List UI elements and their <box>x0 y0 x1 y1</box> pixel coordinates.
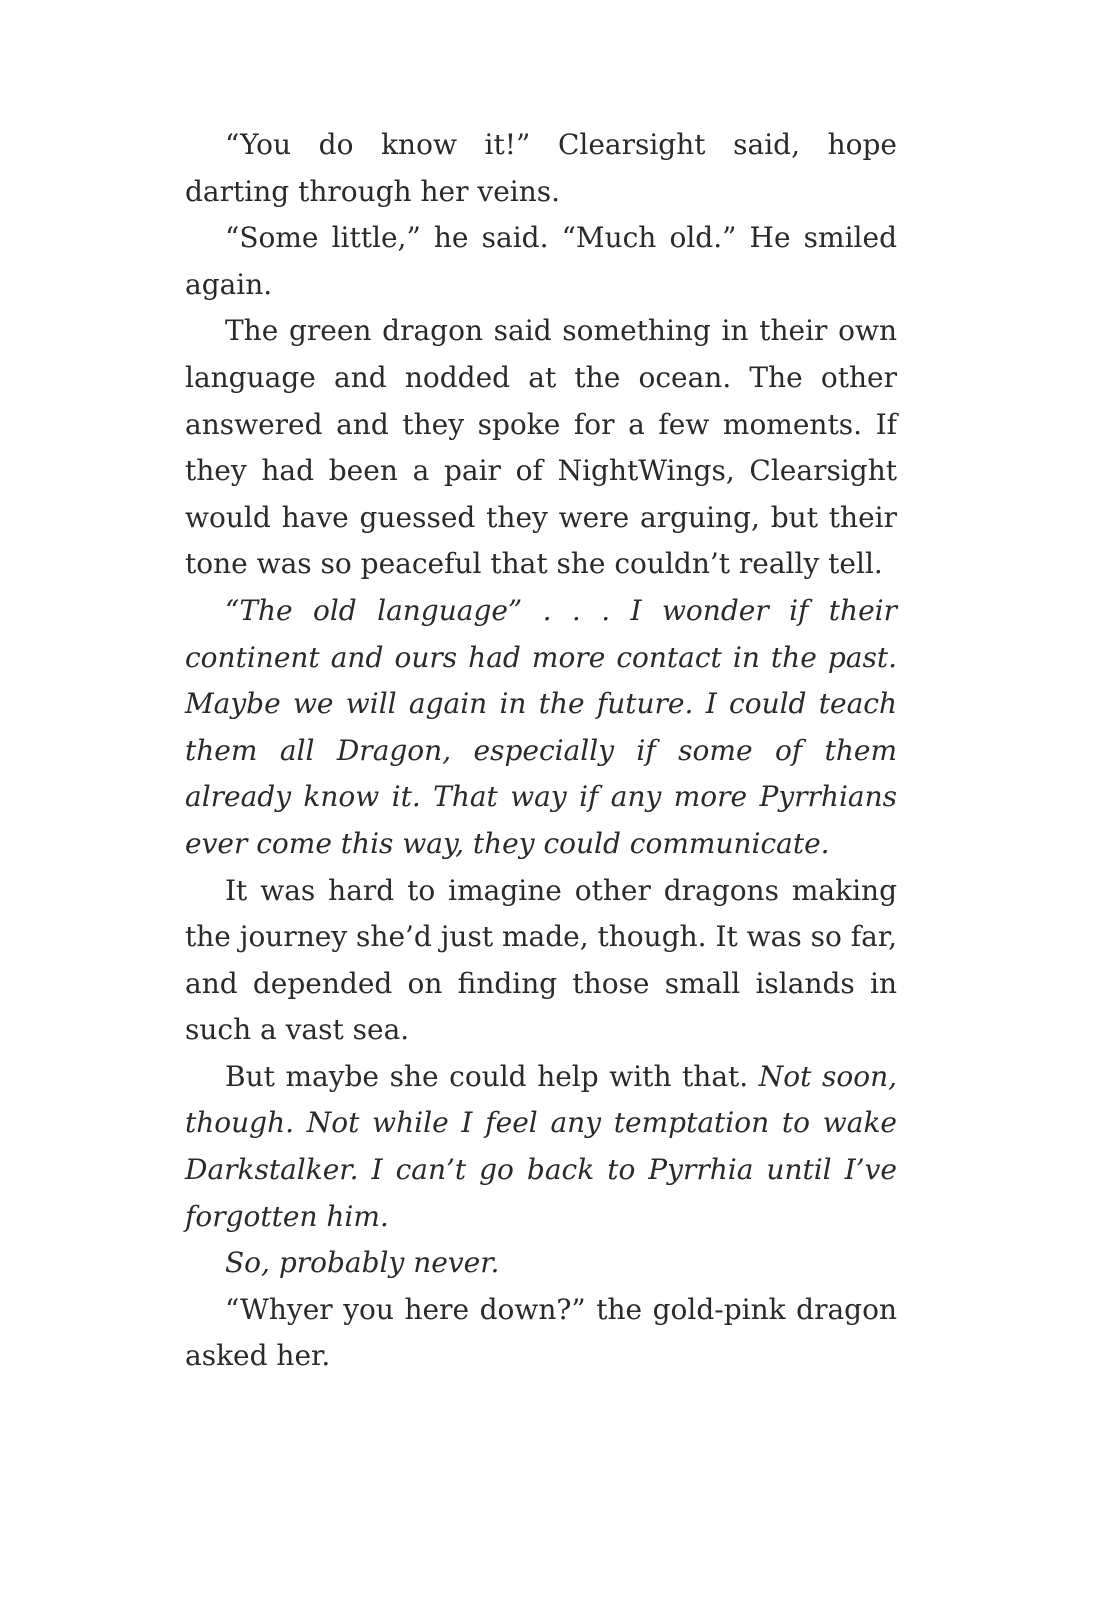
paragraph-2 <box>185 215 897 308</box>
paragraph-6 <box>185 1054 897 1240</box>
paragraph-8 <box>185 1287 897 1380</box>
body-text <box>185 122 897 1380</box>
paragraph-7-thought <box>185 1240 897 1287</box>
paragraph-text: “You do know it!” Clearsight said, hope darting through her veins. <box>185 128 897 208</box>
paragraph-text: It was hard to imagine other dragons making the journey she’d just made, though. It was so far, and depended on finding those small islands in such a vast sea. <box>185 873 897 1047</box>
italic-thought-text: Not soon, though. Not while I feel any temptation to wake Darkstalker. I can’t go back to Pyrrhia until I’ve forgotten him. <box>185 1059 897 1233</box>
paragraph-5 <box>185 868 897 1054</box>
paragraph-text: The green dragon said something in their own language and nodded at the ocean. The other answered and they spoke for a few moments. If they had been a pair of NightWings, Clearsight would have guessed they were arguing, but their tone was so peaceful that she couldn’t really tell. <box>185 314 897 581</box>
paragraph-text: “Whyer you here down?” the gold-pink dragon asked her. <box>185 1292 897 1373</box>
italic-thought-text: So, probably never. <box>225 1246 500 1280</box>
paragraph-text: But maybe she could help with that. <box>225 1059 759 1093</box>
paragraph-3 <box>185 308 897 588</box>
italic-thought-text: “The old language” . . . I wonder if their continent and ours had more contact in the past. Maybe we will again in the future. I could teach them all Dragon, especially if some of them already know it. That way if any more Pyrrhians ever come this way, they could communicate. <box>185 593 897 860</box>
paragraph-text: “Some little,” he said. “Much old.” He smiled again. <box>185 221 897 301</box>
paragraph-1 <box>185 122 897 215</box>
paragraph-4-thought <box>185 588 897 868</box>
